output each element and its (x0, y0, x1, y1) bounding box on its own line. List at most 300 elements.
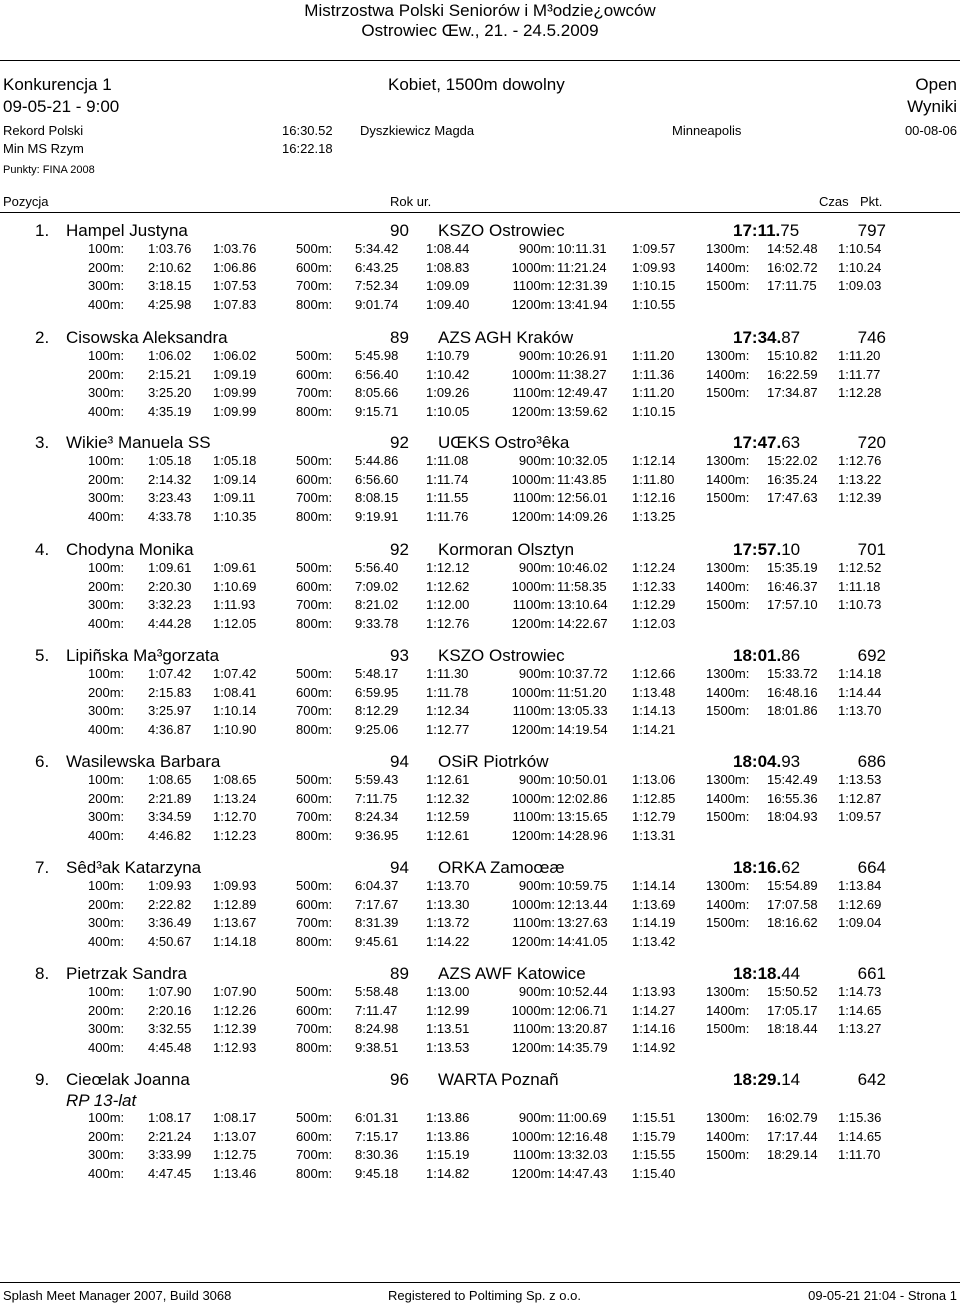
split-cell: 1500m: (706, 915, 750, 931)
split-cell: 1:13.48 (632, 684, 676, 700)
split-cell: 1400m: (706, 366, 750, 382)
split-cell: 1:08.65 (148, 772, 192, 787)
split-cell: 15:35.19 (767, 560, 818, 575)
athlete-club: OSiR Piotrków (438, 752, 549, 771)
athlete-final-time (733, 328, 800, 348)
split-cell: 1:06.02 (148, 348, 192, 363)
split-cell: 900m: (518, 1110, 555, 1125)
split-row (0, 878, 960, 897)
split-cell: 1300m: (706, 348, 750, 363)
meet-title: Mistrzostwa Polski Seniorów i M³odzie¿owców (304, 1, 656, 20)
split-cell: 1:12.05 (213, 616, 257, 632)
split-cell: 1:12.29 (632, 597, 676, 613)
split-cell: 1:12.75 (213, 1147, 257, 1163)
split-cell: 2:15.83 (148, 684, 192, 700)
record-date: 00-08-06 (904, 123, 957, 138)
footer-divider (0, 1282, 960, 1283)
split-cell: 5:58.48 (355, 984, 399, 999)
split-cell: 1:10.73 (838, 597, 882, 613)
split-cell: 100m: (88, 984, 125, 999)
split-cell: 1100m: (512, 809, 555, 825)
split-cell: 12:06.71 (557, 1002, 608, 1018)
athlete-result (0, 221, 960, 326)
split-cell: 400m: (88, 1166, 125, 1182)
record-place: Minneapolis (672, 123, 742, 138)
split-cell: 1:14.22 (426, 934, 470, 950)
split-cell: 8:31.39 (355, 915, 399, 931)
athlete-result (0, 646, 960, 751)
split-cell: 5:34.42 (355, 241, 399, 256)
split-cell: 1:12.89 (213, 896, 257, 912)
athlete-note: RP 13-lat (66, 1091, 137, 1110)
split-cell: 300m: (88, 809, 125, 825)
split-cell: 1400m: (706, 684, 750, 700)
final-time-main: 17:57. (733, 540, 782, 559)
split-cell: 300m: (88, 490, 125, 506)
split-cell: 14:28.96 (557, 828, 608, 844)
split-cell: 1:10.69 (213, 578, 257, 594)
split-cell: 900m: (518, 878, 555, 893)
split-cell: 1:09.26 (426, 385, 470, 401)
split-cell: 1:10.24 (838, 259, 882, 275)
qualifying-time: 16:22.18 (282, 141, 333, 156)
split-cell: 300m: (88, 385, 125, 401)
split-cell: 1500m: (706, 385, 750, 401)
split-cell: 100m: (88, 241, 125, 256)
split-cell: 200m: (88, 259, 125, 275)
athlete-club: KSZO Ostrowiec (438, 646, 565, 665)
split-cell: 1:12.33 (632, 578, 676, 594)
split-cell: 11:38.27 (557, 366, 607, 382)
split-cell: 500m: (296, 348, 333, 363)
split-cell: 1:09.19 (213, 366, 257, 382)
split-cell: 2:21.89 (148, 790, 192, 806)
split-cell: 1:08.41 (213, 684, 257, 700)
split-cell: 1:13.24 (213, 790, 257, 806)
split-cell: 1:11.30 (426, 666, 469, 681)
split-row (0, 703, 960, 722)
split-cell: 1500m: (706, 1147, 750, 1163)
split-row (0, 897, 960, 916)
athlete-name: Wikie³ Manuela SS (66, 433, 211, 452)
split-cell: 14:41.05 (557, 934, 608, 950)
split-cell: 1200m: (511, 722, 555, 738)
split-cell: 1:13.67 (213, 915, 257, 931)
athlete-name: Chodyna Monika (66, 540, 194, 559)
split-cell: 8:30.36 (355, 1147, 399, 1163)
split-cell: 1:11.74 (426, 471, 469, 487)
split-cell: 14:35.79 (557, 1040, 608, 1056)
split-cell: 1:09.93 (632, 259, 676, 275)
split-cell: 1:12.14 (632, 453, 676, 468)
split-row (0, 616, 960, 635)
split-cell: 1100m: (512, 385, 555, 401)
split-cell: 200m: (88, 578, 125, 594)
split-row (0, 791, 960, 810)
final-time-hundredths: 63 (781, 433, 801, 452)
split-cell: 200m: (88, 1002, 125, 1018)
split-cell: 10:37.72 (557, 666, 608, 681)
split-cell: 3:34.59 (148, 809, 192, 825)
split-cell: 18:01.86 (767, 703, 818, 719)
split-cell: 1:13.70 (426, 878, 470, 893)
split-cell: 1:12.85 (632, 790, 676, 806)
split-cell: 1400m: (706, 578, 750, 594)
split-cell: 11:21.24 (557, 259, 607, 275)
split-cell: 1:14.14 (632, 878, 676, 893)
split-cell: 700m: (296, 597, 333, 613)
athlete-name: Pietrzak Sandra (66, 964, 187, 983)
split-cell: 1300m: (706, 241, 750, 256)
split-cell: 15:54.89 (767, 878, 818, 893)
split-cell: 2:10.62 (148, 259, 192, 275)
split-cell: 1:12.87 (838, 790, 882, 806)
split-cell: 7:52.34 (355, 278, 399, 294)
split-cell: 1400m: (706, 896, 750, 912)
split-cell: 300m: (88, 1147, 125, 1163)
split-cell: 100m: (88, 878, 125, 893)
split-cell: 400m: (88, 404, 125, 420)
event-results-label: Wyniki (907, 97, 957, 116)
split-cell: 4:46.82 (148, 828, 192, 844)
split-cell: 1300m: (706, 1110, 750, 1125)
split-cell: 1:09.03 (838, 278, 882, 294)
split-cell: 8:05.66 (355, 385, 399, 401)
final-time-hundredths: 86 (781, 646, 801, 665)
athlete-final-time (733, 752, 800, 772)
split-cell: 600m: (296, 1002, 333, 1018)
split-cell: 1200m: (511, 297, 555, 313)
split-cell: 1:09.14 (213, 471, 257, 487)
split-cell: 15:10.82 (767, 348, 818, 363)
split-cell: 14:22.67 (557, 616, 608, 632)
final-time-hundredths: 62 (781, 858, 801, 877)
split-cell: 1400m: (706, 790, 750, 806)
athlete-club: Kormoran Olsztyn (438, 540, 575, 559)
split-cell: 13:15.65 (557, 809, 608, 825)
split-cell: 5:44.86 (355, 453, 399, 468)
split-cell: 1:09.40 (426, 297, 470, 313)
split-cell: 1100m: (512, 915, 555, 931)
split-cell: 1:15.79 (632, 1128, 676, 1144)
split-cell: 13:59.62 (557, 404, 608, 420)
record-holder: Dyszkiewicz Magda (360, 123, 475, 138)
split-cell: 1:13.30 (426, 896, 470, 912)
split-cell: 1:14.65 (838, 1128, 882, 1144)
split-cell: 100m: (88, 560, 125, 575)
split-cell: 300m: (88, 278, 125, 294)
split-cell: 10:52.44 (557, 984, 608, 999)
split-cell: 1:11.78 (426, 684, 469, 700)
split-cell: 1:03.76 (148, 241, 192, 256)
athlete-club: WARTA Poznañ (438, 1070, 559, 1089)
athlete-final-time (733, 221, 799, 241)
split-cell: 800m: (296, 828, 333, 844)
split-cell: 1000m: (511, 259, 555, 275)
split-cell: 7:17.67 (355, 896, 399, 912)
footer-software: Splash Meet Manager 2007, Build 3068 (3, 1288, 232, 1303)
split-cell: 1:11.77 (838, 366, 881, 382)
split-cell: 1200m: (511, 828, 555, 844)
athlete-result (0, 858, 960, 963)
split-cell: 14:52.48 (767, 241, 818, 256)
split-cell: 1:09.61 (148, 560, 192, 575)
qualifying-label: Min MS Rzym (3, 141, 84, 156)
split-cell: 1:05.18 (213, 453, 257, 468)
athlete-points: 686 (857, 752, 886, 771)
split-cell: 700m: (296, 385, 333, 401)
split-times (0, 560, 960, 635)
split-cell: 16:02.79 (767, 1110, 818, 1125)
final-time-hundredths: 75 (780, 221, 800, 240)
athlete-place: 7. (35, 858, 50, 877)
split-cell: 300m: (88, 703, 125, 719)
col-position: Pozycja (3, 194, 49, 209)
split-cell: 17:11.75 (767, 278, 817, 294)
split-cell: 16:46.37 (767, 578, 818, 594)
split-cell: 700m: (296, 278, 333, 294)
split-cell: 1:13.51 (426, 1021, 470, 1037)
athlete-birth-year: 94 (390, 858, 409, 877)
split-cell: 1:14.92 (632, 1040, 676, 1056)
split-cell: 7:09.02 (355, 578, 399, 594)
split-cell: 17:47.63 (767, 490, 818, 506)
split-cell: 12:16.48 (557, 1128, 608, 1144)
athlete-result (0, 1070, 960, 1182)
split-cell: 1:13.53 (838, 772, 882, 787)
col-time: Czas (819, 194, 849, 209)
split-cell: 1:12.62 (426, 578, 470, 594)
split-cell: 1:11.55 (426, 490, 469, 506)
split-cell: 1:14.18 (213, 934, 257, 950)
split-cell: 1:10.90 (213, 722, 257, 738)
split-cell: 3:18.15 (148, 278, 192, 294)
split-cell: 1:10.55 (632, 297, 676, 313)
split-cell: 500m: (296, 772, 333, 787)
split-row (0, 934, 960, 953)
split-cell: 11:58.35 (557, 578, 607, 594)
split-cell: 1:09.57 (838, 809, 882, 825)
split-cell: 700m: (296, 809, 333, 825)
split-cell: 1:08.44 (426, 241, 470, 256)
split-cell: 1:14.21 (632, 722, 676, 738)
split-cell: 3:33.99 (148, 1147, 192, 1163)
split-cell: 600m: (296, 259, 333, 275)
split-cell: 1200m: (511, 404, 555, 420)
split-cell: 18:29.14 (767, 1147, 818, 1163)
split-cell: 14:47.43 (557, 1166, 608, 1182)
split-cell: 10:26.91 (557, 348, 608, 363)
split-cell: 1:12.79 (632, 809, 676, 825)
split-cell: 1:07.83 (213, 297, 257, 313)
split-cell: 1300m: (706, 453, 750, 468)
split-cell: 13:41.94 (557, 297, 608, 313)
split-cell: 1:12.34 (426, 703, 470, 719)
split-cell: 4:47.45 (148, 1166, 192, 1182)
split-cell: 1:07.42 (148, 666, 192, 681)
athlete-final-time (733, 433, 800, 453)
split-cell: 500m: (296, 453, 333, 468)
split-cell: 1:12.52 (838, 560, 882, 575)
final-time-main: 18:29. (733, 1070, 782, 1089)
split-row (0, 278, 960, 297)
split-cell: 1:12.03 (632, 616, 676, 632)
split-cell: 17:17.44 (767, 1128, 818, 1144)
split-cell: 1:13.06 (632, 772, 676, 787)
split-cell: 600m: (296, 684, 333, 700)
split-row (0, 579, 960, 598)
athlete-place: 1. (35, 221, 50, 240)
split-cell: 300m: (88, 597, 125, 613)
split-cell: 9:19.91 (355, 509, 399, 525)
split-cell: 1:08.65 (213, 772, 257, 787)
athlete-club: ORKA Zamoœæ (438, 858, 565, 877)
split-cell: 14:09.26 (557, 509, 608, 525)
split-cell: 4:33.78 (148, 509, 192, 525)
split-times (0, 241, 960, 316)
athlete-club: AZS AGH Kraków (438, 328, 574, 347)
split-cell: 13:05.33 (557, 703, 608, 719)
split-cell: 16:22.59 (767, 366, 818, 382)
split-row (0, 1003, 960, 1022)
split-cell: 1:11.93 (213, 597, 256, 613)
split-row (0, 984, 960, 1003)
split-cell: 12:13.44 (557, 896, 608, 912)
split-cell: 900m: (518, 772, 555, 787)
split-cell: 1100m: (512, 1021, 555, 1037)
split-cell: 6:43.25 (355, 259, 399, 275)
split-cell: 1200m: (511, 1166, 555, 1182)
split-cell: 1:11.80 (632, 471, 675, 487)
athlete-name: Cisowska Aleksandra (66, 328, 228, 347)
split-row (0, 453, 960, 472)
split-cell: 1:13.00 (426, 984, 470, 999)
athlete-result (0, 752, 960, 857)
split-cell: 1:14.27 (632, 1002, 676, 1018)
athlete-birth-year: 93 (390, 646, 409, 665)
athlete-name: Hampel Justyna (66, 221, 188, 240)
split-cell: 1:07.42 (213, 666, 257, 681)
split-cell: 9:38.51 (355, 1040, 399, 1056)
split-cell: 9:01.74 (355, 297, 399, 313)
split-cell: 900m: (518, 241, 555, 256)
split-cell: 1:11.70 (838, 1147, 881, 1163)
split-cell: 1100m: (512, 1147, 555, 1163)
split-cell: 10:46.02 (557, 560, 608, 575)
split-cell: 1500m: (706, 809, 750, 825)
split-cell: 800m: (296, 404, 333, 420)
final-time-main: 17:47. (733, 433, 782, 452)
split-cell: 7:15.17 (355, 1128, 399, 1144)
split-cell: 1:13.86 (426, 1110, 470, 1125)
split-cell: 2:22.82 (148, 896, 192, 912)
split-cell: 1:15.55 (632, 1147, 676, 1163)
split-cell: 7:11.47 (355, 1002, 398, 1018)
split-cell: 1:09.57 (632, 241, 676, 256)
split-cell: 1300m: (706, 878, 750, 893)
split-row (0, 490, 960, 509)
split-cell: 1:11.08 (426, 453, 469, 468)
athlete-points: 720 (857, 433, 886, 452)
split-cell: 15:50.52 (767, 984, 818, 999)
split-cell: 1:09.04 (838, 915, 882, 931)
split-cell: 10:50.01 (557, 772, 608, 787)
split-cell: 1:03.76 (213, 241, 257, 256)
athlete-points: 692 (857, 646, 886, 665)
split-cell: 1:12.61 (426, 828, 470, 844)
split-cell: 1:08.17 (148, 1110, 192, 1125)
split-cell: 100m: (88, 453, 125, 468)
split-cell: 2:20.30 (148, 578, 192, 594)
split-row (0, 260, 960, 279)
split-row (0, 722, 960, 741)
split-cell: 6:04.37 (355, 878, 399, 893)
athlete-birth-year: 96 (390, 1070, 409, 1089)
event-name: Kobiet, 1500m dowolny (388, 75, 565, 94)
athlete-points: 746 (857, 328, 886, 347)
split-cell: 8:24.98 (355, 1021, 399, 1037)
split-row (0, 1166, 960, 1185)
split-cell: 17:34.87 (767, 385, 818, 401)
final-time-hundredths: 14 (781, 1070, 801, 1089)
split-cell: 2:15.21 (148, 366, 192, 382)
split-cell: 1:09.61 (213, 560, 257, 575)
split-cell: 1:13.27 (838, 1021, 882, 1037)
athlete-name: Cieœlak Joanna (66, 1070, 190, 1089)
split-cell: 800m: (296, 616, 333, 632)
split-cell: 1:12.70 (213, 809, 257, 825)
split-cell: 13:10.64 (557, 597, 608, 613)
final-time-main: 18:16. (733, 858, 782, 877)
athlete-club: KSZO Ostrowiec (438, 221, 565, 240)
split-cell: 1100m: (512, 597, 555, 613)
split-cell: 600m: (296, 366, 333, 382)
athlete-result (0, 328, 960, 433)
split-cell: 900m: (518, 560, 555, 575)
split-cell: 8:12.29 (355, 703, 399, 719)
col-points: Pkt. (860, 194, 883, 209)
final-time-hundredths: 44 (781, 964, 801, 983)
athlete-birth-year: 89 (390, 328, 409, 347)
athlete-name: Sêd³ak Katarzyna (66, 858, 202, 877)
athlete-result (0, 964, 960, 1069)
split-cell: 400m: (88, 1040, 125, 1056)
athlete-birth-year: 94 (390, 752, 409, 771)
split-cell: 12:31.39 (557, 278, 608, 294)
columns-divider (0, 212, 960, 213)
split-cell: 16:55.36 (767, 790, 818, 806)
split-cell: 2:14.32 (148, 471, 192, 487)
split-cell: 15:33.72 (767, 666, 818, 681)
split-cell: 300m: (88, 1021, 125, 1037)
split-times (0, 453, 960, 528)
athlete-birth-year: 92 (390, 433, 409, 452)
split-cell: 1:12.69 (838, 896, 882, 912)
split-cell: 1400m: (706, 471, 750, 487)
split-cell: 1:12.66 (632, 666, 676, 681)
split-cell: 1:09.93 (213, 878, 257, 893)
split-cell: 200m: (88, 471, 125, 487)
split-times (0, 984, 960, 1059)
split-cell: 1:07.90 (213, 984, 257, 999)
split-cell: 1:15.36 (838, 1110, 882, 1125)
split-cell: 100m: (88, 666, 125, 681)
split-cell: 1500m: (706, 703, 750, 719)
split-cell: 1300m: (706, 560, 750, 575)
split-row (0, 1129, 960, 1148)
split-cell: 1:11.20 (632, 348, 675, 363)
split-row (0, 809, 960, 828)
